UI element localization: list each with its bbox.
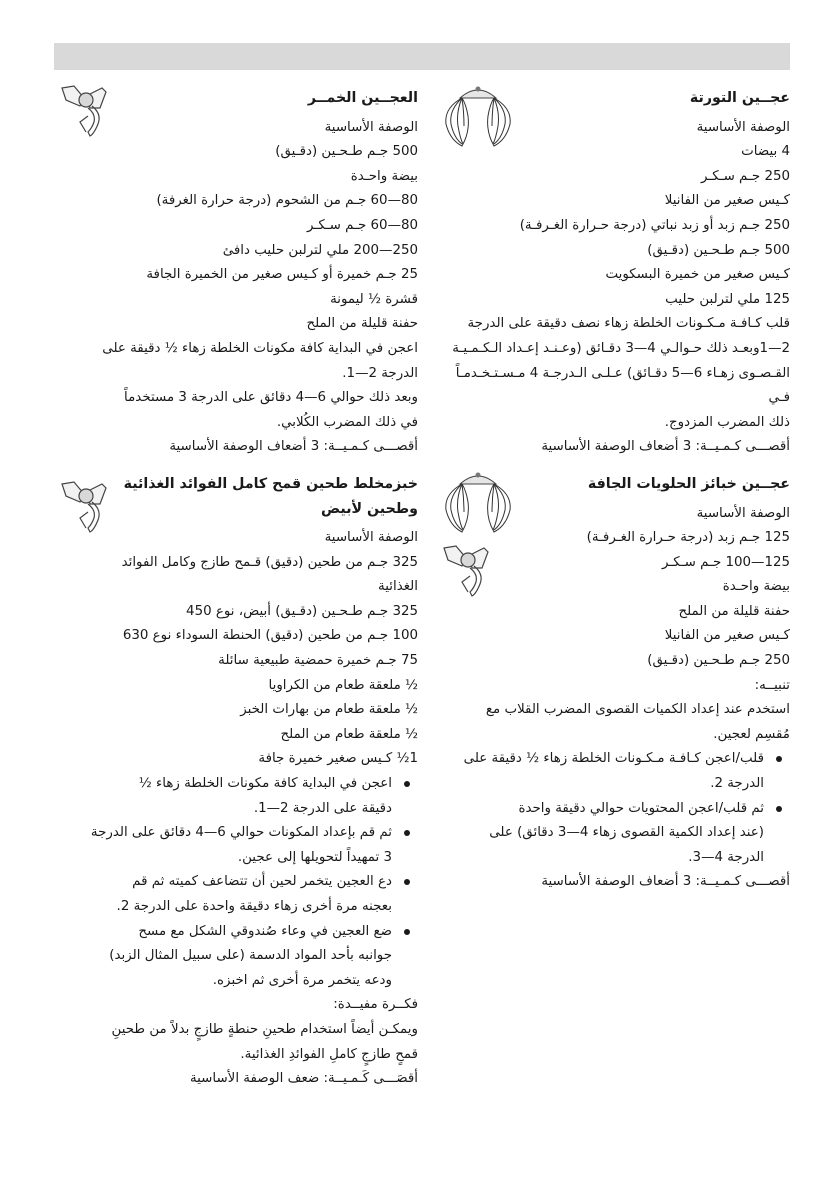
ingredient-item: 250—200 ملي لترلبن حليب دافئ xyxy=(222,242,418,258)
step-line: ثم قلب/اعجن المحتويات حوالي دقيقة واحدة xyxy=(518,800,764,816)
title-line: وطحين لأبيض xyxy=(321,500,418,517)
instruction-line: الدرجة 2—1. xyxy=(342,365,418,381)
ingredient-item: حفنة قليلة من الملح xyxy=(678,603,790,619)
ingredient-item: 125 ملي لترلبن حليب xyxy=(665,291,790,307)
instruction-line: 2—1وبعـد ذلك حـوالـي 4—3 دقـائق (وعـنـد إعـداد الـكـمـيـة xyxy=(452,340,790,356)
section-mixed-bread xyxy=(56,472,418,1092)
ingredient-item: كـيس صغير من الفانيلا xyxy=(664,628,790,644)
step-line: دع العجين يتخمر لحين أن تتضاعف كميته ثم قم xyxy=(132,874,392,890)
ingredient-item: 75 جـم خميرة حمضية طبيعية سائلة xyxy=(218,653,418,669)
section-title: عجــين التورتة xyxy=(689,90,790,106)
section-title: عجــين خبائز الحلويات الجافة xyxy=(587,475,790,492)
ingredient-item: ½ ملعقة طعام من الكراويا xyxy=(268,677,418,693)
ingredient-item: 4 بيضات xyxy=(741,144,790,160)
whisk-beaters-icon xyxy=(434,466,522,534)
dough-hook-icon xyxy=(440,542,496,598)
ingredient-item: 325 جـم من طحين (دقيق) قـمح طازج وكامل الفوائد xyxy=(121,554,418,570)
right-column xyxy=(432,86,790,895)
whisk-beaters-icon xyxy=(434,80,522,148)
dough-hook-icon xyxy=(58,478,114,534)
max-quantity: أقصـــى كـمـيــة: 3 أضعاف الوصفة الأساسية xyxy=(169,439,418,455)
instruction-line: قلب كـافـة مـكـونات الخلطة زهاء نصف دقيقة على الدرجة xyxy=(467,316,790,332)
bullet-icon xyxy=(404,879,410,885)
title-line: خبزمخلط طحين قمح كامل الفوائد الغذائية xyxy=(123,475,418,492)
header-bar xyxy=(54,43,790,70)
step-line: بعجنه مرة أخرى زهاء دقيقة واحدة على الدرجة 2. xyxy=(116,899,392,914)
note-line: مُقسِم لعجين. xyxy=(713,726,790,742)
max-quantity: أقصَـــى كَـمـيــة: ضعف الوصفة الأساسية xyxy=(189,1071,418,1087)
step-line: دقيقة على الدرجة 2—1. xyxy=(253,800,392,816)
bullet-icon xyxy=(404,929,410,935)
instruction-line: في ذلك المضرب الكُلابي. xyxy=(276,414,418,430)
ingredient-item: 250 جـم سـكـر xyxy=(700,168,790,184)
note-label: تنبيــه: xyxy=(754,677,790,693)
step-line: ثم قم بإعداد المكونات حوالي 6—4 دقائق على الدرجة xyxy=(90,825,392,841)
step-line: الدرجة 2. xyxy=(710,776,764,792)
step-line: الدرجة 4—3. xyxy=(688,849,764,865)
bullet-icon xyxy=(776,756,782,762)
ingredient-item: 325 جـم طـحـين (دقـيق) أبيض، نوع 450 xyxy=(186,603,418,619)
ingredient-item: 125—100 جـم سـكـر xyxy=(662,554,790,570)
section-dry-pastry-dough xyxy=(432,472,790,895)
bullet-icon xyxy=(404,781,410,787)
ingredient-item: 80—60 جـم سـكـر xyxy=(307,217,418,233)
step-item xyxy=(432,797,790,871)
step-line: 3 تمهيداً لتحويلها إلى عجين. xyxy=(237,849,392,865)
step-line: اعجن في البداية كافة مكونات الخلطة زهاء ½ xyxy=(138,776,392,792)
step-line: جوانبه بأحد المواد الدسمة (على سبيل المثال الزبد) xyxy=(109,948,392,964)
ingredient-item: كـيس صغير من الفانيلا xyxy=(664,193,790,209)
ingredient-item: الغذائية xyxy=(378,579,418,595)
basic-recipe-label: الوصفة الأساسية xyxy=(324,119,418,135)
ingredient-item: حفنة قليلة من الملح xyxy=(306,316,418,332)
ingredient-item: 125 جـم زبد (درجة حـرارة الغـرفـة) xyxy=(586,530,790,546)
ingredient-item: ½ ملعقة طعام من بهارات الخبز xyxy=(240,702,418,718)
ingredient-item: بيضة واحـدة xyxy=(722,579,790,595)
ingredient-item: 25 جـم خميرة أو كـيس صغير من الخميرة الجافة xyxy=(146,267,418,283)
step-item xyxy=(56,870,418,919)
ingredient-item: 500 جـم طـحـين (دقـيق) xyxy=(647,242,790,258)
basic-recipe-label: الوصفة الأساسية xyxy=(696,505,790,521)
ingredient-item: قشرة ½ ليمونة xyxy=(330,291,418,307)
step-item xyxy=(56,772,418,821)
instruction-line: اعجن في البداية كافة مكونات الخلطة زهاء ½ دقيقة على xyxy=(102,340,418,356)
ingredient-item: 1½ كـيس صغير خميرة جافة xyxy=(258,751,418,767)
tip-line: ويمكـن أيضاً استخدام طحينِ حنطةٍ طازجٍ بدلاً من طحينِ xyxy=(111,1021,418,1037)
max-quantity: أقصـــى كـمـيــة: 3 أضعاف الوصفة الأساسية xyxy=(541,874,790,890)
ingredient-item: بيضة واحـدة xyxy=(350,168,418,184)
steps-list xyxy=(56,772,418,993)
section-torte-dough xyxy=(432,86,790,460)
ingredient-item: 500 جـم طـحـين (دقـيق) xyxy=(275,144,418,160)
dough-hook-icon xyxy=(58,82,114,138)
basic-recipe-label: الوصفة الأساسية xyxy=(324,530,418,546)
step-item xyxy=(56,821,418,870)
basic-recipe-label: الوصفة الأساسية xyxy=(696,119,790,135)
tip-line: قمحٍ طازجٍ كاملِ الفوائدِ الغذائية. xyxy=(240,1046,418,1062)
step-line: ضع العجين في وعاء صُندوقي الشكل مع مسح xyxy=(138,923,392,939)
tip-label: فكــرة مفيــدة: xyxy=(333,997,418,1013)
ingredient-item: ½ ملعقة طعام من الملح xyxy=(280,726,418,742)
ingredient-item: 250 جـم طـحـين (دقـيق) xyxy=(647,653,790,669)
step-line: (عند إعداد الكمية القصوى زهاء 4—3 دقائق) على xyxy=(489,825,764,841)
steps-list xyxy=(432,747,790,870)
bullet-icon xyxy=(404,830,410,836)
step-line: ودعه يتخمر مرة أخرى ثم اخبزه. xyxy=(212,972,392,988)
note-line: استخدم عند إعداد الكميات القصوى المضرب القلاب مع xyxy=(485,702,790,718)
ingredient-item: كـيس صغير من خميرة البسكويت xyxy=(605,267,790,283)
section-yeast-dough xyxy=(56,86,418,460)
section-title: العجــين الخمــر xyxy=(307,90,418,106)
max-quantity: أقصـــى كـمـيــة: 3 أضعاف الوصفة الأساسية xyxy=(541,439,790,455)
step-line: قلب/اعجن كـافـة مـكـونات الخلطة زهاء ½ دقيقة على xyxy=(463,751,764,767)
ingredient-item: 250 جـم زبد أو زبد نباتي (درجة حـرارة الغـرفـة) xyxy=(519,217,790,233)
step-item xyxy=(56,920,418,994)
instruction-line: القـصـوى زهـاء 6—5 دقـائق) عـلـى الـدرجـة 4 مـسـتـخـدمـاً فـي xyxy=(455,365,790,406)
spacer xyxy=(56,460,418,472)
bullet-icon xyxy=(776,806,782,812)
ingredient-item: 80—60 جـم من الشحوم (درجة حرارة الغرفة) xyxy=(156,193,418,209)
step-item xyxy=(432,747,790,796)
left-column xyxy=(56,86,418,1092)
ingredient-item: 100 جـم من طحين (دقيق) الحنطة السوداء نوع 630 xyxy=(122,628,418,644)
instruction-line: وبعد ذلك حوالي 6—4 دقائق على الدرجة 3 مستخدماً xyxy=(124,390,418,406)
instruction-line: ذلك المضرب المزدوج. xyxy=(664,414,790,430)
